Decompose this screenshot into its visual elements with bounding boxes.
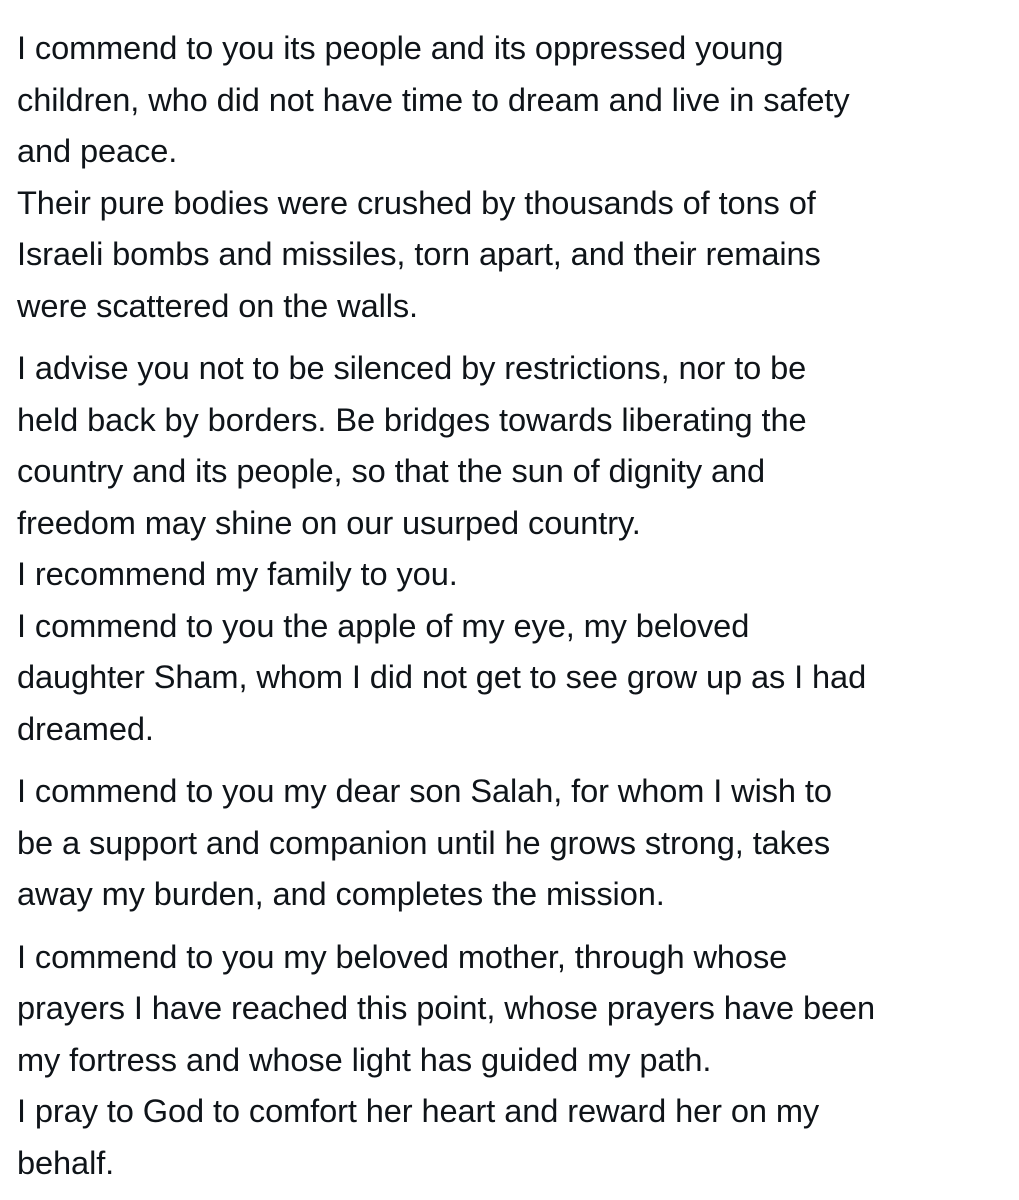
text-line: I pray to God to comfort her heart and reward her on my	[17, 1092, 820, 1129]
text-line: children, who did not have time to dream and live in safety	[17, 80, 850, 118]
text-line: I commend to you the apple of my eye, my beloved	[17, 606, 750, 644]
paragraph-4	[17, 931, 1007, 1189]
text-line: Their pure bodies were crushed by thousands of tons of	[17, 183, 816, 221]
text-line: freedom may shine on our usurped country.	[17, 503, 641, 541]
text-line: be a support and companion until he grows strong, takes	[17, 823, 831, 861]
text-line: behalf.	[17, 1143, 115, 1181]
text-line: I advise you not to be silenced by restrictions, nor to be	[17, 349, 807, 386]
text-line: prayers I have reached this point, whose prayers have been	[17, 989, 876, 1026]
text-line: were scattered on the walls.	[17, 286, 419, 324]
text-line: away my burden, and completes the mission.	[17, 875, 665, 912]
text-line: I commend to you my beloved mother, through whose	[17, 937, 788, 975]
text-line: Israeli bombs and missiles, torn apart, and their remains	[17, 235, 821, 272]
paragraph-2	[17, 342, 1007, 754]
text-line: dreamed.	[17, 709, 154, 747]
post-text	[17, 22, 1007, 1188]
text-line: daughter Sham, whom I did not get to see grow up as I had	[17, 658, 867, 695]
text-line: country and its people, so that the sun of dignity and	[17, 452, 766, 489]
text-line: and peace.	[17, 132, 178, 169]
text-line: I commend to you its people and its oppressed young	[17, 29, 784, 66]
text-line: my fortress and whose light has guided my path.	[17, 1040, 712, 1078]
paragraph-3	[17, 765, 1007, 920]
text-line: held back by borders. Be bridges towards liberating the	[17, 400, 807, 438]
paragraph-1	[17, 22, 1007, 331]
text-line: I commend to you my dear son Salah, for whom I wish to	[17, 772, 832, 809]
text-line: I recommend my family to you.	[17, 555, 458, 592]
